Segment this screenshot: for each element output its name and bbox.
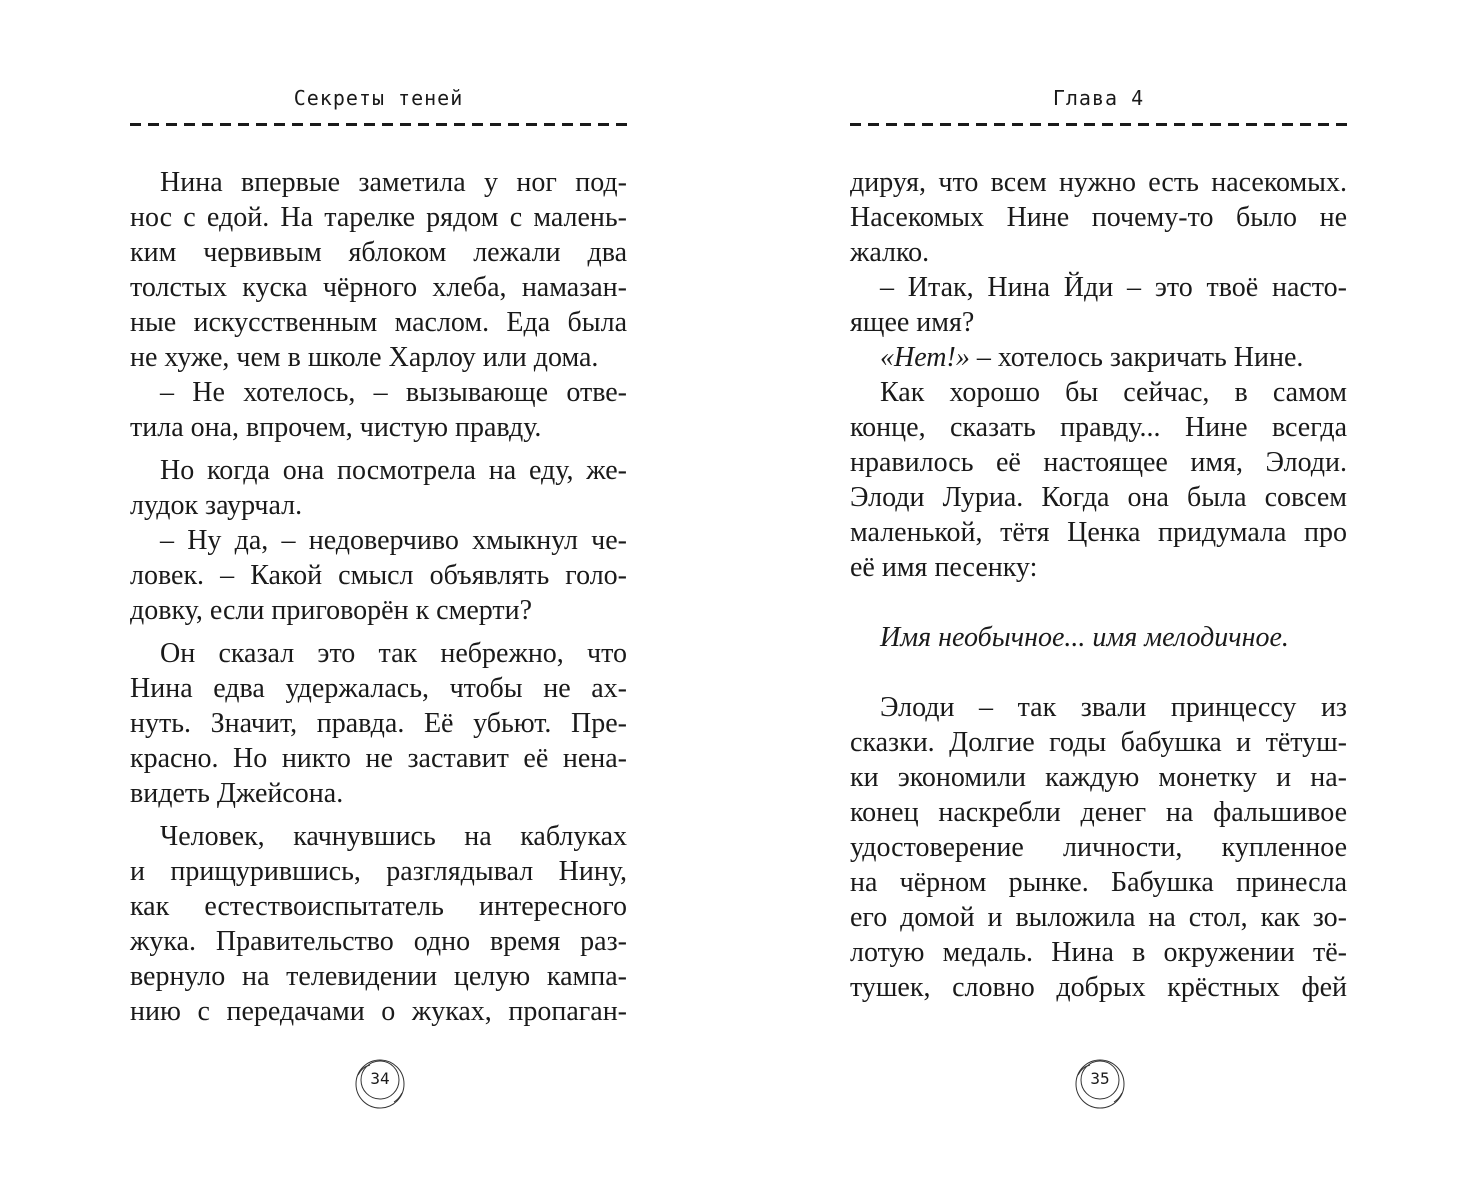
page-number: 34 (370, 1069, 390, 1088)
text-line: Он сказал это так небрежно, что (160, 638, 627, 669)
text-line: – Итак, Нина Йди – это твоё насто- (880, 272, 1347, 303)
running-head-chapter: Глава 4 (1052, 86, 1145, 110)
blank-line (850, 585, 1347, 620)
text-line: сказки. Долгие годы бабушка и тётуш- (850, 727, 1347, 758)
text-line: как естествоиспытатель интересного (130, 891, 627, 922)
text-line: вернуло на телевидении целую кампа- (130, 961, 627, 992)
text-line: – Ну да, – недоверчиво хмыкнул че- (160, 525, 627, 556)
text-line: удостоверение личности, купленное (850, 832, 1347, 863)
text-line: Элоди Луриа. Когда она была совсем (850, 482, 1347, 513)
text-line: лудок заурчал. (130, 490, 303, 521)
text-line: Насекомых Нине почему-то было не (850, 202, 1347, 233)
text-line: красно. Но никто не заставит её нена- (130, 743, 627, 774)
text-line: маленькой, тётя Ценка придумала про (850, 517, 1347, 548)
text-line: нуть. Значит, правда. Её убьют. Пре- (130, 708, 627, 739)
italic-exclamation: «Нет!» (880, 342, 970, 373)
text-line: Как хорошо бы сейчас, в самом (880, 377, 1347, 408)
page-number-ornament (350, 1053, 410, 1113)
text-line: тила она, впрочем, чистую правду. (130, 412, 542, 443)
text-line: тушек, словно добрых крёстных фей (850, 972, 1347, 1003)
song-verse-line: Имя необычное... имя мелодичное. (880, 622, 1289, 653)
header-dashed-rule (130, 123, 627, 126)
page-number-ornament (1070, 1053, 1130, 1113)
text-line-rest: – хотелось закричать Нине. (969, 342, 1304, 373)
left-page-body (130, 165, 627, 1029)
text-line: конец наскребли денег на фальшивое (850, 797, 1347, 828)
text-line: Но когда она посмотрела на еду, же- (160, 455, 627, 486)
running-head-book-title: Секреты теней (293, 86, 464, 110)
header-dashed-rule (850, 123, 1347, 126)
blank-line (850, 655, 1347, 690)
right-page-body (850, 165, 1347, 1005)
text-line: и прищурившись, разглядывал Нину, (130, 856, 627, 887)
left-page (130, 0, 627, 1182)
text-line: Элоди – так звали принцессу из (880, 692, 1347, 723)
text-line: нию с передачами о жуках, пропаган- (130, 996, 627, 1027)
text-line: жалко. (850, 237, 930, 268)
page-number: 35 (1090, 1069, 1110, 1088)
text-line (850, 340, 1347, 375)
text-line: на чёрном рынке. Бабушка принесла (850, 867, 1347, 898)
text-line: толстых куска чёрного хлеба, намазан- (130, 272, 627, 303)
text-line: нос с едой. На тарелке рядом с малень- (130, 202, 627, 233)
text-line: Нина впервые заметила у ног под- (160, 167, 627, 198)
text-line: Человек, качнувшись на каблуках (160, 821, 627, 852)
text-line: Нина едва удержалась, чтобы не ах- (130, 673, 627, 704)
text-line: видеть Джейсона. (130, 778, 344, 809)
text-line: дируя, что всем нужно есть насекомых. (850, 167, 1347, 198)
text-line: её имя песенку: (850, 552, 1038, 583)
text-line: жука. Правительство одно время раз- (130, 926, 627, 957)
text-line: его домой и выложила на стол, как зо- (850, 902, 1347, 933)
text-line: лотую медаль. Нина в окружении тё- (850, 937, 1347, 968)
text-line: – Не хотелось, – вызывающе отве- (160, 377, 627, 408)
text-line: не хуже, чем в школе Харлоу или дома. (130, 342, 599, 373)
text-line: ящее имя? (850, 307, 975, 338)
text-line: нравилось её настоящее имя, Элоди. (850, 447, 1347, 478)
right-page (850, 0, 1347, 1182)
text-line: ловек. – Какой смысл объявлять голо- (130, 560, 627, 591)
text-line: ные искусственным маслом. Еда была (130, 307, 627, 338)
text-line: конце, сказать правду... Нине всегда (850, 412, 1347, 443)
text-line: ким червивым яблоком лежали два (130, 237, 627, 268)
text-line: довку, если приговорён к смерти? (130, 595, 533, 626)
text-line: ки экономили каждую монетку и на- (850, 762, 1347, 793)
